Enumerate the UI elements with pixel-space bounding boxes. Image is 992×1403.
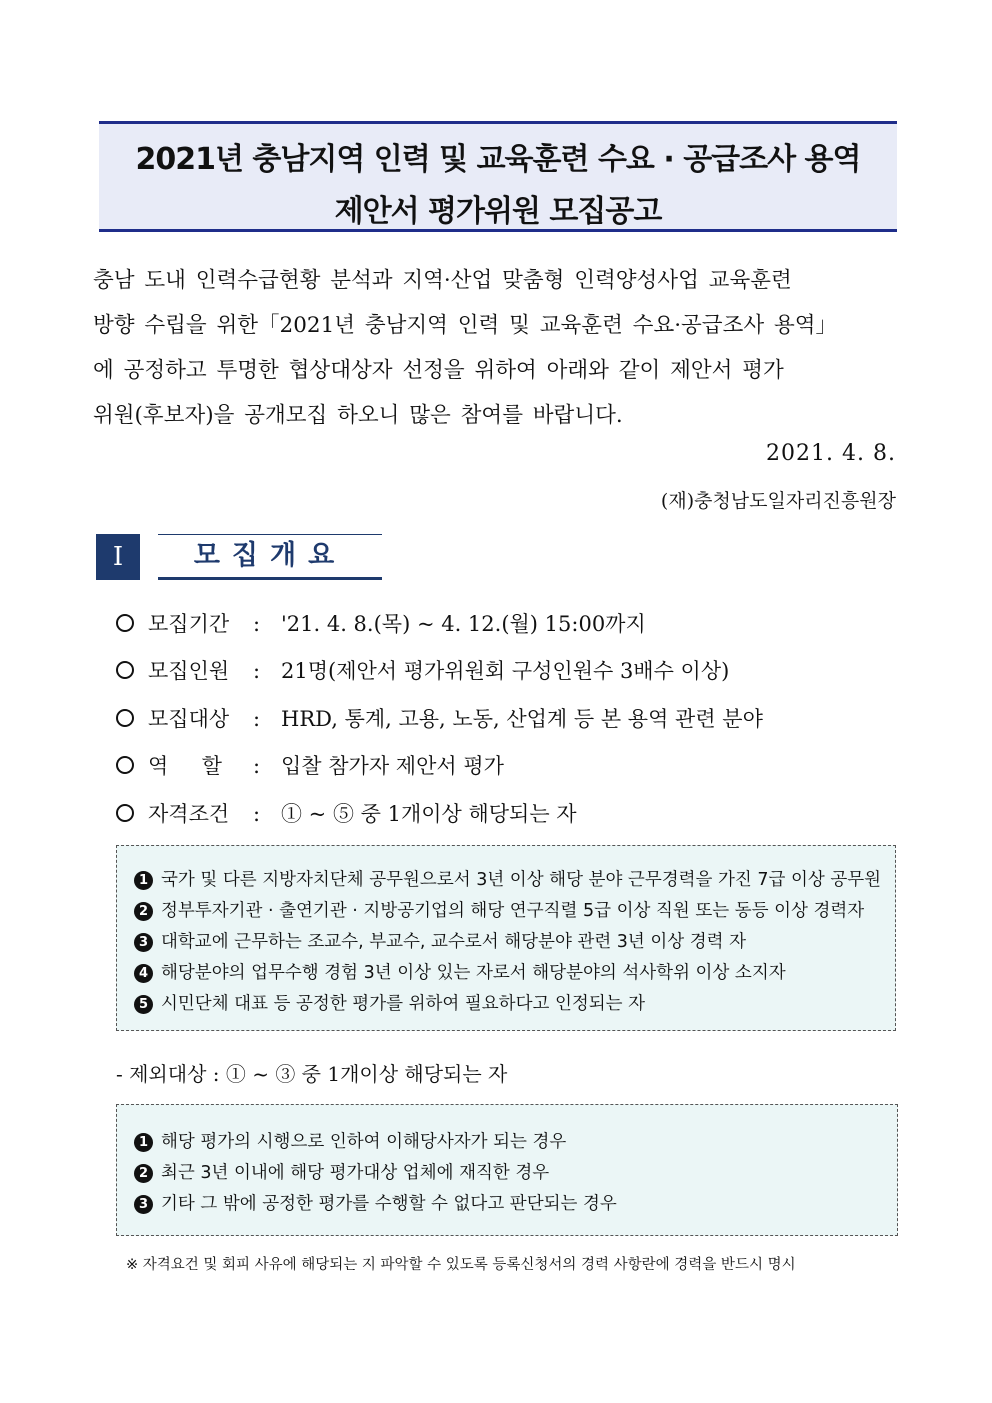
item-value: 입찰 참가자 제안서 평가 bbox=[281, 754, 504, 778]
item-colon: : bbox=[253, 754, 261, 778]
page-title-line2: 제안서 평가위원 모집공고 bbox=[334, 194, 662, 229]
title-box bbox=[99, 121, 897, 232]
item-value: '21. 4. 8.(목) ~ 4. 12.(월) 15:00까지 bbox=[281, 612, 646, 636]
list-item bbox=[116, 703, 763, 733]
item-label: 역 할 bbox=[148, 754, 222, 778]
circle-bullet-icon bbox=[116, 804, 134, 822]
item-colon: : bbox=[253, 707, 261, 731]
item-colon: : bbox=[253, 612, 261, 636]
list-item bbox=[116, 608, 646, 638]
circle-bullet-icon bbox=[116, 661, 134, 679]
footnote: ※ 자격요건 및 회피 사유에 해당되는 지 파악할 수 있도록 등록신청서의 경력 사항란에 경력을 반드시 명시 bbox=[126, 1257, 796, 1273]
item-value: 21명(제안서 평가위원회 구성인원수 3배수 이상) bbox=[281, 659, 730, 683]
number-badge-icon: 2 bbox=[134, 902, 153, 921]
number-badge-icon: 3 bbox=[134, 1195, 153, 1214]
qualification-row bbox=[134, 928, 746, 953]
qualification-row bbox=[134, 866, 881, 891]
number-badge-icon: 4 bbox=[134, 964, 153, 983]
list-item bbox=[116, 798, 577, 828]
qualification-row bbox=[134, 990, 645, 1015]
number-badge-icon: 1 bbox=[134, 871, 153, 890]
qualifications-box bbox=[116, 845, 896, 1031]
item-label: 모집기간 bbox=[148, 612, 230, 636]
qualification-text: 정부투자기관 · 출연기관 · 지방공기업의 해당 연구직렬 5급 이상 직원 또는 동등 이상 경력자 bbox=[161, 901, 865, 921]
circle-bullet-icon bbox=[116, 614, 134, 632]
exclusion-text: 기타 그 밖에 공정한 평가를 수행할 수 없다고 판단되는 경우 bbox=[161, 1194, 617, 1214]
qualification-row bbox=[134, 959, 786, 984]
list-item bbox=[116, 750, 504, 780]
circle-bullet-icon bbox=[116, 756, 134, 774]
item-colon: : bbox=[253, 659, 261, 683]
exclusion-row bbox=[134, 1128, 566, 1153]
page-title-line1: 2021년 충남지역 인력 및 교육훈련 수요 · 공급조사 용역 bbox=[135, 142, 861, 177]
announcement-date: 2021. 4. 8. bbox=[766, 441, 896, 466]
exclusion-row bbox=[134, 1159, 549, 1184]
qualification-row bbox=[134, 897, 864, 922]
exclusion-text: 최근 3년 이내에 해당 평가대상 업체에 재직한 경우 bbox=[161, 1163, 550, 1183]
section-number: I bbox=[96, 534, 140, 580]
exclusions-box bbox=[116, 1104, 898, 1236]
item-label: 모집인원 bbox=[148, 659, 230, 683]
exclusion-heading: - 제외대상 : ① ~ ③ 중 1개이상 해당되는 자 bbox=[116, 1062, 508, 1086]
exclusion-text: 해당 평가의 시행으로 인하여 이해당사자가 되는 경우 bbox=[161, 1132, 567, 1152]
circle-bullet-icon bbox=[116, 709, 134, 727]
exclusion-row bbox=[134, 1190, 617, 1215]
intro-line: 충남 도내 인력수급현황 분석과 지역·산업 맞춤형 인력양성사업 교육훈련 bbox=[93, 268, 792, 293]
number-badge-icon: 2 bbox=[134, 1164, 153, 1183]
qualification-text: 대학교에 근무하는 조교수, 부교수, 교수로서 해당분야 관련 3년 이상 경력 자 bbox=[161, 932, 747, 952]
item-label: 모집대상 bbox=[148, 707, 230, 731]
qualification-text: 시민단체 대표 등 공정한 평가를 위하여 필요하다고 인정되는 자 bbox=[161, 994, 646, 1014]
intro-line: 위원(후보자)을 공개모집 하오니 많은 참여를 바랍니다. bbox=[93, 403, 623, 428]
item-label: 자격조건 bbox=[148, 802, 230, 826]
number-badge-icon: 1 bbox=[134, 1133, 153, 1152]
section-title: 모집개요 bbox=[158, 534, 382, 580]
number-badge-icon: 3 bbox=[134, 933, 153, 952]
intro-paragraph bbox=[93, 258, 899, 438]
issuing-organization: (재)충청남도일자리진흥원장 bbox=[660, 490, 896, 512]
qualification-text: 국가 및 다른 지방자치단체 공무원으로서 3년 이상 해당 분야 근무경력을 가진 7급 이상 공무원 bbox=[161, 870, 882, 890]
intro-line: 에 공정하고 투명한 협상대상자 선정을 위하여 아래와 같이 제안서 평가 bbox=[93, 358, 784, 383]
intro-line: 방향 수립을 위한「2021년 충남지역 인력 및 교육훈련 수요·공급조사 용역」 bbox=[93, 313, 837, 338]
item-value: HRD, 통계, 고용, 노동, 산업계 등 본 용역 관련 분야 bbox=[281, 707, 763, 731]
item-value: ① ~ ⑤ 중 1개이상 해당되는 자 bbox=[281, 802, 577, 826]
qualification-text: 해당분야의 업무수행 경험 3년 이상 있는 자로서 해당분야의 석사학위 이상 소지자 bbox=[161, 963, 786, 983]
number-badge-icon: 5 bbox=[134, 995, 153, 1014]
list-item bbox=[116, 655, 729, 685]
item-colon: : bbox=[253, 802, 261, 826]
